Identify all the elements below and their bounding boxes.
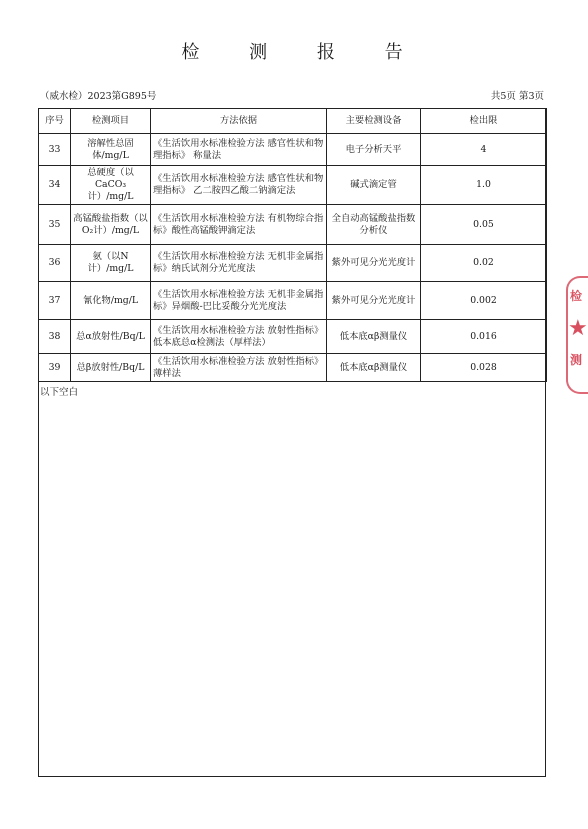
cell-item: 高锰酸盐指数（以O₂计）/mg/L <box>71 205 151 245</box>
table-row <box>39 166 547 205</box>
table-header-row <box>39 109 547 134</box>
cell-equipment: 全自动高锰酸盐指数分析仪 <box>327 205 421 245</box>
cell-seq: 36 <box>39 245 71 282</box>
cell-limit: 4 <box>421 134 547 166</box>
cell-equipment: 碱式滴定管 <box>327 166 421 205</box>
cell-equipment: 电子分析天平 <box>327 134 421 166</box>
cell-seq: 38 <box>39 320 71 354</box>
header-seq: 序号 <box>39 109 71 134</box>
table-row <box>39 282 547 320</box>
cell-method: 《生活饮用水标准检验方法 感官性状和物理指标》 乙二胺四乙酸二钠滴定法 <box>151 166 327 205</box>
cell-equipment: 紫外可见分光光度计 <box>327 245 421 282</box>
cell-seq: 39 <box>39 354 71 382</box>
stamp-char: 检 <box>570 289 583 303</box>
cell-limit: 1.0 <box>421 166 547 205</box>
table-row <box>39 354 547 382</box>
cell-item: 氰化物/mg/L <box>71 282 151 320</box>
cell-seq: 34 <box>39 166 71 205</box>
cell-limit: 0.016 <box>421 320 547 354</box>
title-char: 报 <box>316 42 335 63</box>
report-title <box>0 38 584 64</box>
table-row <box>39 320 547 354</box>
cell-seq: 35 <box>39 205 71 245</box>
header-limit: 检出限 <box>421 109 547 134</box>
title-char: 测 <box>249 42 268 63</box>
cell-item: 总α放射性/Bq/L <box>71 320 151 354</box>
cell-method: 《生活饮用水标准检验方法 无机非金属指标》异烟酸-巴比妥酸分光光度法 <box>151 282 327 320</box>
cell-limit: 0.002 <box>421 282 547 320</box>
cell-item: 总β放射性/Bq/L <box>71 354 151 382</box>
cell-limit: 0.05 <box>421 205 547 245</box>
page-info: 共5页 第3页 <box>490 91 544 102</box>
blank-note: 以下空白 <box>40 387 79 398</box>
cell-item: 溶解性总固体/mg/L <box>71 134 151 166</box>
cell-method: 《生活饮用水标准检验方法 无机非金属指标》纳氏试剂分光光度法 <box>151 245 327 282</box>
table-row <box>39 205 547 245</box>
cell-item: 氨（以N计）/mg/L <box>71 245 151 282</box>
cell-method: 《生活饮用水标准检验方法 放射性指标》低本底总α检测法（厚样法） <box>151 320 327 354</box>
cell-limit: 0.02 <box>421 245 547 282</box>
stamp-char: 测 <box>570 353 583 367</box>
header-item: 检测项目 <box>71 109 151 134</box>
table-row <box>39 245 547 282</box>
cell-method: 《生活饮用水标准检验方法 感官性状和物理指标》 称量法 <box>151 134 327 166</box>
header-equipment: 主要检测设备 <box>327 109 421 134</box>
cell-equipment: 低本底αβ测量仪 <box>327 320 421 354</box>
cell-method: 《生活饮用水标准检验方法 有机物综合指标》酸性高锰酸钾滴定法 <box>151 205 327 245</box>
header-method: 方法依据 <box>151 109 327 134</box>
results-table <box>38 108 547 382</box>
cell-method: 《生活饮用水标准检验方法 放射性指标》薄样法 <box>151 354 327 382</box>
table-row <box>39 134 547 166</box>
cell-item: 总硬度（以CaCO₃计）/mg/L <box>71 166 151 205</box>
report-number: （威水检）2023第G895号 <box>40 91 157 102</box>
cell-seq: 33 <box>39 134 71 166</box>
cell-equipment: 紫外可见分光光度计 <box>327 282 421 320</box>
star-icon: ★ <box>568 316 588 341</box>
cell-seq: 37 <box>39 282 71 320</box>
cell-equipment: 低本底αβ测量仪 <box>327 354 421 382</box>
title-char: 告 <box>384 42 403 63</box>
cell-limit: 0.028 <box>421 354 547 382</box>
title-char: 检 <box>181 42 200 63</box>
